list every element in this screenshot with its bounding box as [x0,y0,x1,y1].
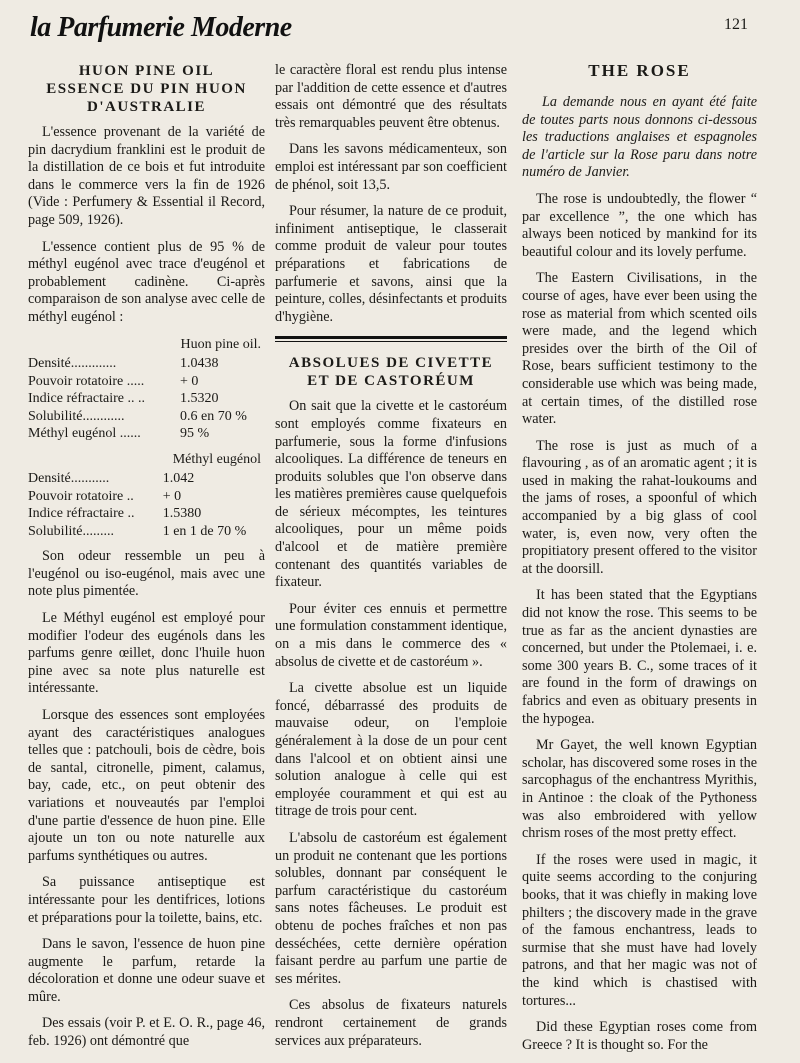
paragraph: Des essais (voir P. et E. O. R., page 46, feb. 1926) ont démontré que [28,1015,265,1050]
intro-paragraph: La demande nous en ayant été faite de toutes parts nous donnons ci-dessous les traductions anglaises et espagnoles de l'article sur la Rose paru dans notre numéro de Janvier. [522,94,757,181]
title-line: ESSENCE DU PIN HUON [46,81,247,97]
masthead-logo: la Parfumerie Moderne [30,12,292,43]
table-value: 95 % [180,426,210,442]
table-value: + 0 [162,488,182,504]
left-column [28,62,265,1060]
title-line: HUON PINE OIL [78,63,215,79]
section-divider [275,336,507,339]
table-label: Solubilité......... [28,523,114,539]
table-label: Indice réfractaire .. .. [28,391,145,407]
page-number: 121 [724,16,748,33]
paragraph: Lorsque des essences sont employées ayant des caractéristiques analogues telles que : patchouli, bois de cèdre, bois de santal, citronelle, piment, calamus, bay, cade, etc., on peut obtenir des variations et nouveautés par l'emploi d'une partie d'essence de huon pine. Elle ajoute un ton ou note naturelle aux parfums synthétiques ou autres. [28,706,265,864]
right-column [522,62,757,1063]
table-label: Densité........... [28,471,110,487]
table-row [28,373,265,391]
table-label: Densité............. [28,356,117,372]
table-row [28,390,265,408]
paragraph: Pour résumer, la nature de ce produit, infiniment antiseptique, le classerait comme produit de valeur pour toutes préparations et fabrications de parfumerie et savons, ainsi que la peinture, colles, désinfectants et produits d'hygiène. [275,203,507,325]
table-header-huon: Huon pine oil. [180,336,261,352]
table-label: Pouvoir rotatoire .. [28,488,134,504]
paragraph: L'essence provenant de la variété de pin dacrydium franklini est le produit de la distillation de ce bois et fut introduite dans le commerce vers la fin de 1926 (Vide : Perfumery & Essential il Record, page 509, 1926). [28,124,265,228]
paragraph: Le Méthyl eugénol est employé pour modifier l'odeur des eugénols dans les parfums genre œillet, donc l'huile huon pine avec sa note plus naturelle est intéressante. [28,610,265,697]
middle-column [275,62,507,1059]
table-row [28,488,265,506]
paragraph: Dans les savons médicamenteux, son emploi est intéressant par son coefficient de phénol, soit 13,5. [275,141,507,193]
paragraph: It has been stated that the Egyptians did not know the rose. This seems to be true as far as the ancient dynasties are concerned, but under the Ptolemaei, i. e. some 300 years B. C., some traces of it are found in the form of drawings on fabrics and even as obituary presents in the hypogea. [522,587,757,727]
paragraph: La civette absolue est un liquide foncé, débarrassé des produits de mauvaise odeur, on l'emploie généralement à la dose de un pour cent dans l'alcool et on obtient ainsi une solution analogue à celle qui est employée couramment et qui est au titrage de trois pour cent. [275,680,507,820]
table-row [28,408,265,426]
paragraph: L'absolu de castoréum est également un produit ne contenant que les portions solubles, donnant par conséquent le parfum caractéristique du castoréum sans notes fâcheuses. Le produit est obtenu de poches fraîches et non pas desséchées, cette dernière opération faisant perdre au parfum une partie de ses mérites. [275,829,507,987]
paragraph: Pour éviter ces ennuis et permettre une formulation constamment identique, on a mis dans le commerce des « absolus de civette et de castoréum ». [275,600,507,670]
table-value: + 0 [180,373,199,389]
table-row [28,470,265,488]
huon-pine-title [28,62,265,116]
table-label: Pouvoir rotatoire ..... [28,373,145,389]
title-line: D'AUSTRALIE [86,99,207,115]
title-line: ABSOLUES DE CIVETTE [288,355,494,372]
paragraph: If the roses were used in magic, it quite seems according to the conjuring books, that it was chiefly in making love philters ; the discovery made in the grave of the famous enchantress, leads to surmise that she must have had lovely patrons, and that her magic was not of the kind which is chastised with tortures... [522,851,757,1009]
civette-castoreum-title [275,354,507,390]
table-label: Solubilité............ [28,408,125,424]
methyl-eugenol-analysis-table [28,470,265,540]
paragraph: The rose is just as much of a flavouring , as of an aromatic agent ; it is used in making the rahat-loukoums and the jams of roses, a spoonful of which accompanied by a big glass of cool water, is, even now, very often the propitiatory present offered to the visitor at the doorsill. [522,437,757,577]
table-header-methyl: Méthyl eugénol [172,451,261,467]
table-value: 1.5320 [180,391,219,407]
paragraph: Dans le savon, l'essence de huon pine augmente le parfum, retarde la décoloration et donne une odeur suave et mûre. [28,936,265,1005]
paragraph: The rose is undoubtedly, the flower “ par excellence ”, the one which has always been noticed by mankind for its beautiful colour and its lovely perfume. [522,190,757,260]
table-row [28,505,265,523]
paragraph: L'essence contient plus de 95 % de méthyl eugénol avec trace d'eugénol et probablement cadinène. Ci-après comparaison de son analyse avec celle de méthyl eugénol : [28,238,265,325]
table-row [28,355,265,373]
table-row [28,523,265,541]
paragraph: Did these Egyptian roses come from Greece ? It is thought so. For the [522,1019,757,1053]
table-value: 1.5380 [162,506,202,522]
section-divider-thin [275,341,507,342]
paragraph: le caractère floral est rendu plus intense par l'addition de cette essence et d'autres essais ont démontré que des résultats très remarquables peuvent être obtenus. [275,62,507,131]
paragraph: Mr Gayet, the well known Egyptian scholar, has discovered some roses in the sarcophagus of the enchantress Myrithis, in Antinoe : the cloak of the Pythoness was also embroidered with yellow chrism roses of the most pretty effect. [522,737,757,842]
paragraph: Sa puissance antiseptique est intéressante pour les dentifrices, lotions et préparations pour la toilette, bains, etc. [28,874,265,926]
table-label: Méthyl eugénol ...... [28,426,141,442]
table-value: 1 en 1 de 70 % [162,523,247,539]
table-label: Indice réfractaire .. [28,506,135,522]
table-value: 0.6 en 70 % [180,408,247,424]
the-rose-title: THE ROSE [588,61,691,80]
title-line: ET DE CASTORÉUM [307,373,475,390]
paragraph: The Eastern Civilisations, in the course of ages, have ever been using the rose as material from which scented oils were made, and the legend which presides over the birth of the Oil of Rose, bears sufficient testimony to the considerable use which was being made, at certain times, of the distilled rose water. [522,270,757,428]
table-value: 1.042 [162,471,195,487]
table-row [28,425,265,443]
huon-pine-analysis-table [28,355,265,443]
table-value: 1.0438 [180,356,219,372]
paragraph: Son odeur ressemble un peu à l'eugénol ou iso-eugénol, mais avec une note plus pimentée. [28,548,265,600]
paragraph: Ces absolus de fixateurs naturels rendront certainement de grands services aux préparateurs. [275,997,507,1049]
paragraph: On sait que la civette et le castoréum sont employés comme fixateurs en parfumerie, sous la forme d'infusions alcooliques. La différence de teneurs en produits solubles que l'on observe dans les matières premières cause quelquefois de sérieux mécomptes, les teintures alcooliques, pour un même poids d'alcool et de matière première contenant des quantités variables de fixateur. [275,398,507,591]
